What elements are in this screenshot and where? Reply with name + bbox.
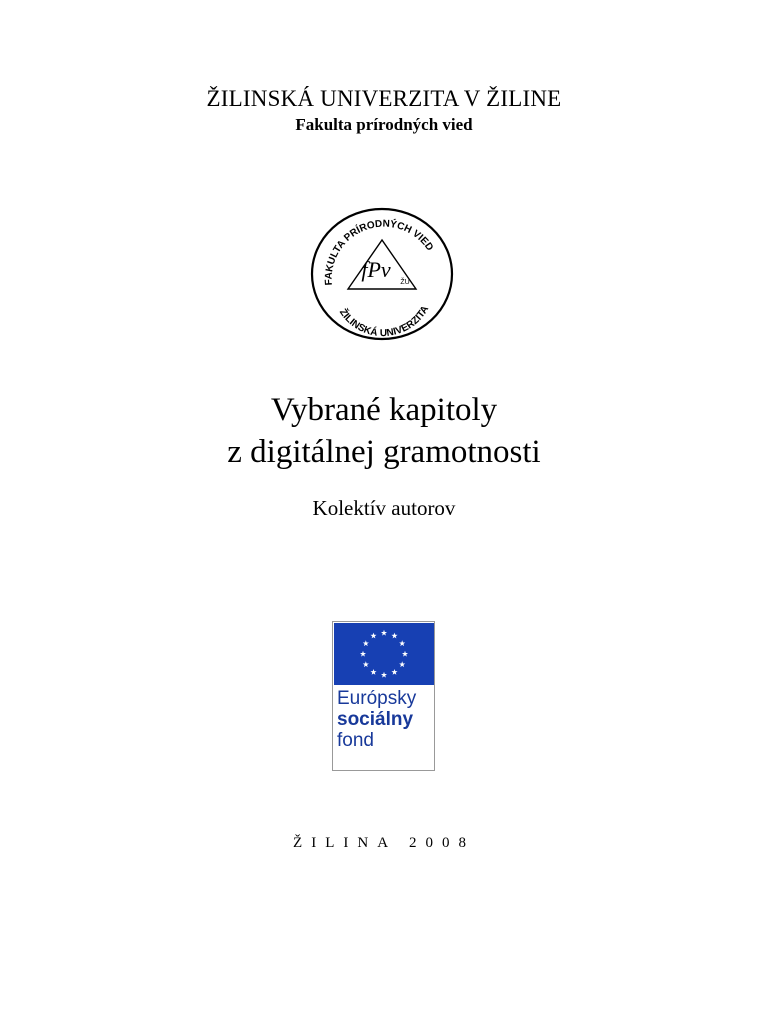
authors: Kolektív autorov [312,496,456,520]
seal-monogram: fPv [361,257,391,282]
esf-logo [332,621,435,771]
faculty-seal [310,207,454,341]
esf-logo-text [337,688,433,751]
title-line-2: z digitálnej gramotnosti [227,434,541,470]
esf-line-europsky: Európsky [337,688,417,709]
esf-line-fond: fond [337,730,374,751]
seal-top-text: FAKULTA PRÍRODNÝCH VIED [323,218,436,286]
svg-text:ŽILINSKÁ UNIVERZITA [337,304,431,339]
faculty-name: Fakulta prírodných vied [295,115,473,134]
university-name: ŽILINSKÁ UNIVERZITA V ŽILINE [206,86,562,111]
esf-line-socialny: sociálny [337,709,414,730]
seal-bottom-text: ŽILINSKÁ UNIVERZITA [336,304,432,340]
eu-flag-icon [334,623,434,685]
title-line-1: Vybrané kapitoly [270,392,498,428]
place-and-year: ŽILINA 2008 [293,835,475,851]
seal-subscript: ŽU [400,279,410,286]
